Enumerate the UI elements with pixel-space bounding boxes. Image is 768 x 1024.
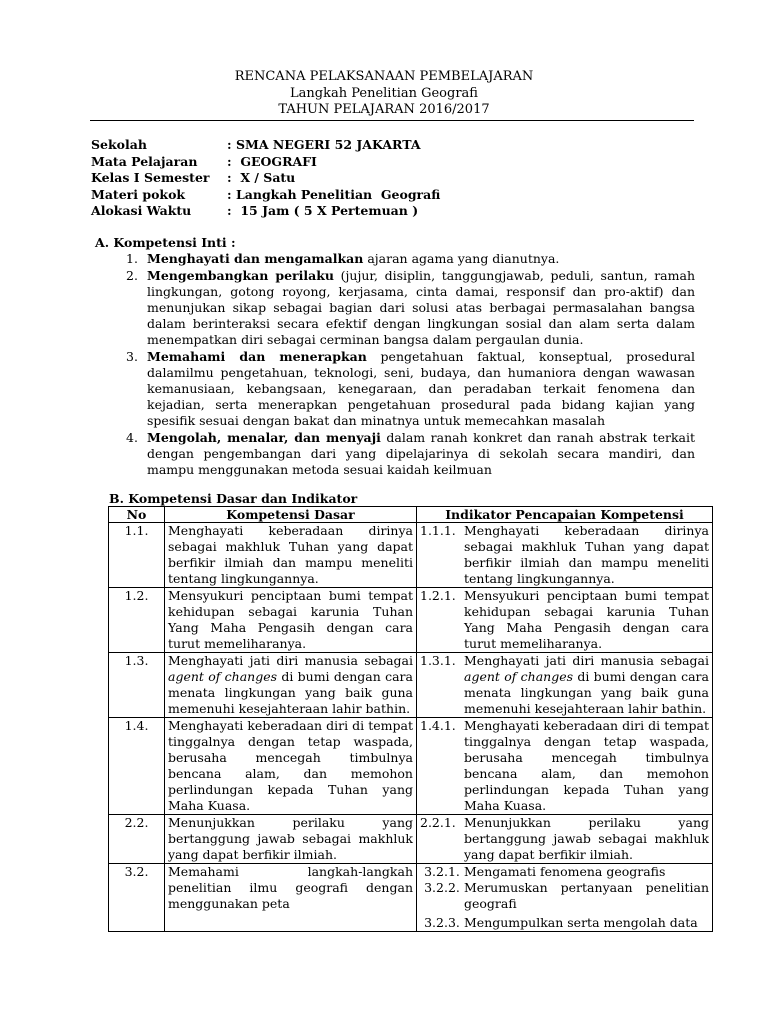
ki-item: 2. Mengembangkan perilaku (jujur, disiplin, tanggungjawab, peduli, santun, ramah lingkungan, gotong royong, kerjasama, cinta damai, responsif dan pro-aktif) dan menunjukan sikap sebagai bagian dari solusi atas berbagai permasalahan bangsa dalam berinteraksi secara efektif dengan lingkungan sosial dan alam serta dalam menempatkan diri sebagai cerminan bangsa dalam pergaulan dunia. xyxy=(126,268,695,347)
row-number: 1.1. xyxy=(109,523,165,588)
header-subtitle: Langkah Penelitian Geografi xyxy=(290,85,478,101)
header-year: TAHUN PELAJARAN 2016/2017 xyxy=(278,102,490,117)
table-row xyxy=(109,718,713,815)
indicator-item: 3.2.3. Mengumpulkan serta mengolah data xyxy=(424,915,698,930)
kd-cell: Memahami langkah-langkah penelitian ilmu geografi dengan menggunakan peta xyxy=(165,864,417,932)
indicator-item: 1.1.1. Menghayati keberadaan dirinya sebagai makhluk Tuhan yang dapat berfikir ilmiah dan mampu meneliti tentang lingkungannya. xyxy=(420,523,709,586)
info-row-topic: Materi pokok : Langkah Penelitian Geografi xyxy=(91,186,441,202)
table-header-row xyxy=(109,507,713,523)
section-a-title: A. Kompetensi Inti : xyxy=(95,235,236,250)
indicator-item: 1.4.1. Menghayati keberadaan diri di tempat tinggalnya dengan tetap waspada, berusaha mencegah timbulnya bencana alam, dan memohon perlindungan kepada Tuhan yang Maha Kuasa. xyxy=(420,718,709,813)
table-row xyxy=(109,864,713,932)
identity-block xyxy=(91,137,691,220)
indikator-cell xyxy=(417,523,713,588)
header-divider xyxy=(90,120,694,121)
ki-list xyxy=(95,251,695,478)
col-header-kd: Kompetensi Dasar xyxy=(165,507,417,523)
indicator-item: 1.2.1. Mensyukuri penciptaan bumi tempat kehidupan sebagai karunia Tuhan Yang Maha Pengasih dengan cara turut memeliharanya. xyxy=(420,588,709,651)
kd-cell: Menghayati keberadaan diri di tempat tinggalnya dengan tetap waspada, berusaha mencegah timbulnya bencana alam, dan memohon perlindungan kepada Tuhan yang Maha Kuasa. xyxy=(165,718,417,815)
ki-item: 4. Mengolah, menalar, dan menyaji dalam ranah konkret dan ranah abstrak terkait dengan pengembangan dari yang dipelajarinya di sekolah secara mandiri, dan mampu menggunakan metoda sesuai kaidah keilmuan xyxy=(126,430,696,477)
info-row-subject: Mata Pelajaran : GEOGRAFI xyxy=(91,153,317,169)
ki-item: 1. Menghayati dan mengamalkan ajaran agama yang dianutnya. xyxy=(126,251,560,266)
table-row xyxy=(109,815,713,864)
row-number: 3.2. xyxy=(109,864,165,932)
section-kompetensi-inti xyxy=(95,235,695,478)
table-row xyxy=(109,653,713,718)
indicator-item: 3.2.2. Merumuskan pertanyaan penelitian geografi xyxy=(424,880,709,911)
table-row xyxy=(109,588,713,653)
row-number: 1.3. xyxy=(109,653,165,718)
kd-cell: Mensyukuri penciptaan bumi tempat kehidupan sebagai karunia Tuhan Yang Maha Pengasih dengan cara turut memeliharanya. xyxy=(165,588,417,653)
indikator-cell xyxy=(417,588,713,653)
indicator-item: 2.2.1. Menunjukkan perilaku yang bertanggung jawab sebagai makhluk yang dapat berfikir ilmiah. xyxy=(420,815,709,862)
ki-item: 3. Memahami dan menerapkan pengetahuan faktual, konseptual, prosedural dalamilmu pengetahuan, teknologi, seni, budaya, dan humaniora dengan wawasan kemanusiaan, kebangsaan, kenegaraan, dan peradaban terkait fenomena dan kejadian, serta menerapkan pengetahuan prosedural pada bidang kajian yang spesifik sesuai dengan bakat dan minatnya untuk memecahkan masalah xyxy=(126,349,695,428)
indicator-item: 1.3.1. Menghayati jati diri manusia sebagai agent of changes di bumi dengan cara menata lingkungan yang baik guna memenuhi kesejahteraan lahir bathin. xyxy=(420,653,709,716)
document-header xyxy=(0,69,768,119)
info-row-time: Alokasi Waktu : 15 Jam ( 5 X Pertemuan ) xyxy=(91,203,419,218)
info-row-class: Kelas I Semester : X / Satu xyxy=(91,170,296,185)
col-header-indikator: Indikator Pencapaian Kompetensi xyxy=(417,507,713,523)
indikator-cell xyxy=(417,815,713,864)
col-header-no: No xyxy=(109,507,165,523)
kd-indikator-table xyxy=(108,506,713,932)
kd-cell: Menghayati jati diri manusia sebagai agent of changes di bumi dengan cara menata lingkungan yang baik guna memenuhi kesejahteraan lahir bathin. xyxy=(165,653,417,718)
row-number: 2.2. xyxy=(109,815,165,864)
header-title: RENCANA PELAKSANAAN PEMBELAJARAN xyxy=(234,69,534,84)
row-number: 1.4. xyxy=(109,718,165,815)
indikator-cell xyxy=(417,718,713,815)
table-row xyxy=(109,523,713,588)
indicator-item: 3.2.1. Mengamati fenomena geografis xyxy=(424,864,666,879)
section-b-title: B. Kompetensi Dasar dan Indikator xyxy=(109,491,358,506)
kd-cell: Menunjukkan perilaku yang bertanggung jawab sebagai makhluk yang dapat berfikir ilmiah. xyxy=(165,815,417,864)
indikator-cell xyxy=(417,653,713,718)
row-number: 1.2. xyxy=(109,588,165,653)
info-row-school: Sekolah : SMA NEGERI 52 JAKARTA xyxy=(91,137,421,152)
indikator-cell xyxy=(417,864,713,932)
kd-cell: Menghayati keberadaan dirinya sebagai makhluk Tuhan yang dapat berfikir ilmiah dan mampu meneliti tentang lingkungannya. xyxy=(165,523,417,588)
